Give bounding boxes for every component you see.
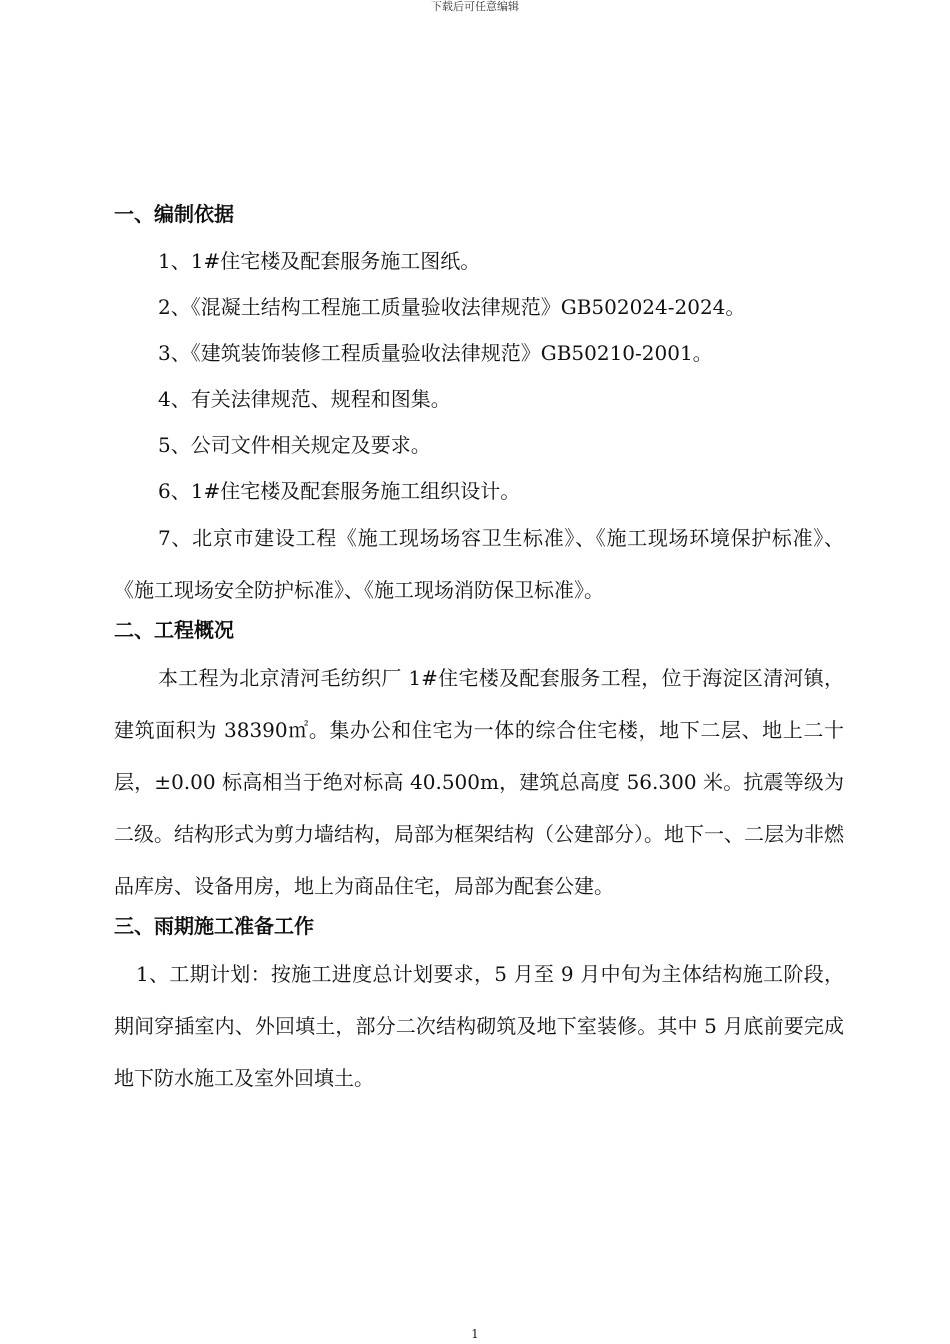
- header-note: 下载后可任意编辑: [431, 0, 519, 13]
- basis-item-3: 3、《建筑装饰装修工程质量验收法律规范》GB50210-2001。: [158, 341, 713, 365]
- project-overview-paragraph: 本工程为北京清河毛纺织厂 1#住宅楼及配套服务工程，位于海淀区清河镇，建筑面积为 38390㎡。集办公和住宅为一体的综合住宅楼，地下二层、地上二十层，±0.00 标高相当于绝对标高 40.500m，建筑总高度 56.300 米。抗震等级为二级。结构形式为剪力墙结构，局部为框架结构（公建部分）。地下一、二层为非燃品库房、设备用房，地上为商品住宅，局部为配套公建。: [114, 666, 844, 898]
- section-heading-rainy-season: 三、雨期施工准备工作: [114, 914, 314, 938]
- page-number: 1: [471, 1327, 479, 1341]
- section-heading-overview: 二、工程概况: [114, 618, 234, 642]
- basis-item-6: 6、1#住宅楼及配套服务施工组织设计。: [158, 479, 521, 503]
- basis-item-1: 1、1#住宅楼及配套服务施工图纸。: [158, 249, 481, 273]
- basis-item-4: 4、有关法律规范、规程和图集。: [158, 387, 451, 411]
- schedule-plan-paragraph: 1、工期计划：按施工进度总计划要求，5 月至 9 月中旬为主体结构施工阶段，期间穿插室内、外回填土，部分二次结构砌筑及地下室装修。其中 5 月底前要完成地下防水施工及室外回填土。: [114, 962, 844, 1090]
- basis-item-5: 5、公司文件相关规定及要求。: [158, 433, 431, 457]
- basis-item-7: 7、北京市建设工程《施工现场场容卫生标准》、《施工现场环境保护标准》、《施工现场安全防护标准》、《施工现场消防保卫标准》。: [114, 526, 844, 602]
- document-body: [114, 196, 844, 1100]
- basis-item-2: 2、《混凝土结构工程施工质量验收法律规范》GB502024-2024。: [158, 295, 746, 319]
- section-heading-basis: 一、编制依据: [114, 202, 234, 226]
